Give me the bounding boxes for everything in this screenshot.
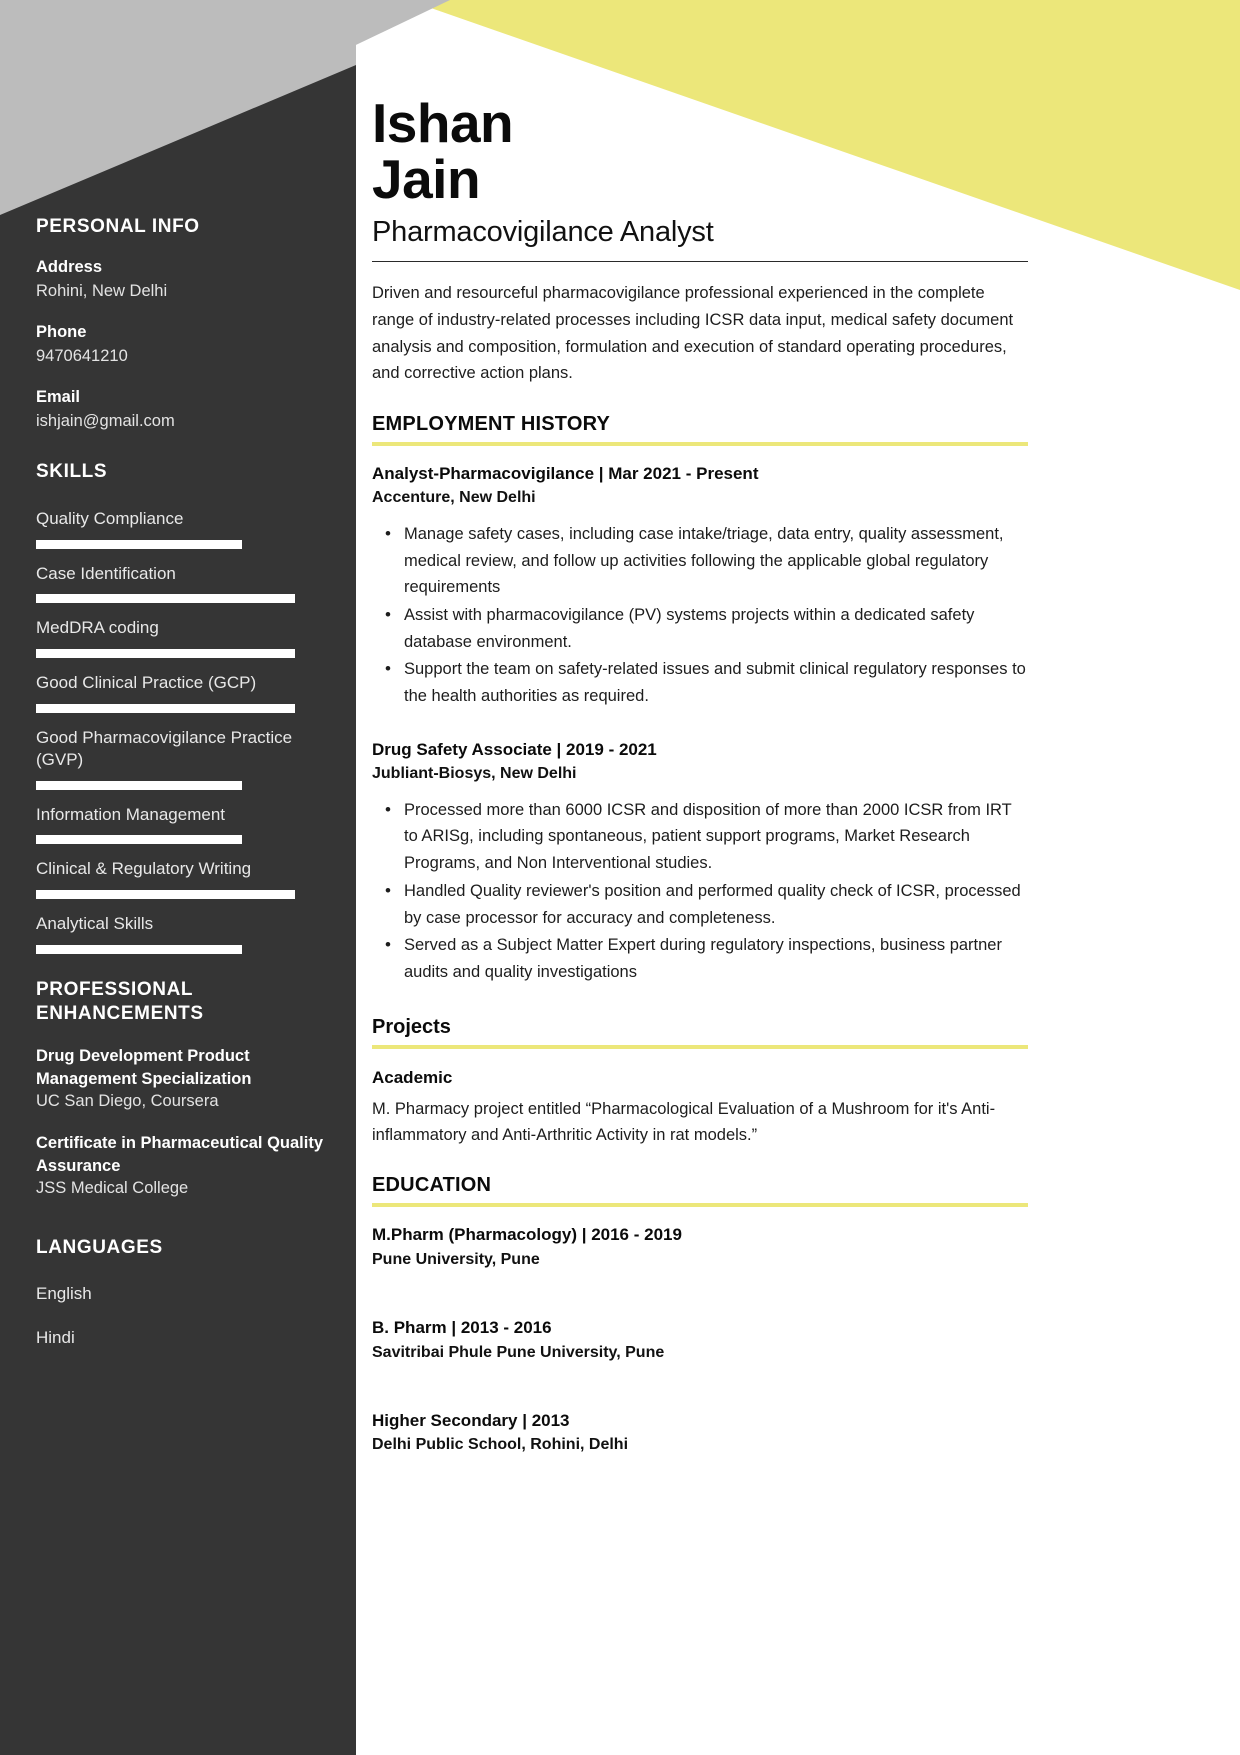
employment-history-heading: EMPLOYMENT HISTORY [372,413,611,436]
bullet-item: • Served as a Subject Matter Expert during regulatory inspections, business partner audits and quality investigations [402,932,1028,985]
skill-row [36,727,330,790]
education-degree: M.Pharm (Pharmacology) | 2016 - 2019 [372,1225,682,1245]
main-content [356,0,1240,1755]
skill-bar-fill [36,594,295,603]
bullet-item: • Assist with pharmacovigilance (PV) systems projects within a dedicated safety database environment. [402,602,1028,655]
skill-row [36,858,330,899]
professional-summary: Driven and resourceful pharmacovigilance professional experienced in the complete range of industry-related processes including ICSR data input, medical safety document analysis and composition, formulation and execution of standard operating procedures, and corrective action plans. [372,284,1014,383]
skill-name: MedDRA coding [36,618,159,638]
education-heading: EDUCATION [372,1174,492,1197]
phone-label: Phone [36,323,87,342]
education-entry [372,1409,1028,1458]
first-name: Ishan [372,92,514,154]
skill-bar [36,540,330,549]
skills-heading: SKILLS [36,460,108,482]
education-section [372,1174,1028,1457]
skill-bar-fill [36,835,242,844]
bullet-item: • Processed more than 6000 ICSR and disposition of more than 2000 ICSR from IRT to ARISg, including spontaneous, patient support programs, Market Research Programs, and Non Interventional studies. [402,797,1028,877]
skill-row [36,617,330,658]
skill-name: Clinical & Regulatory Writing [36,859,252,879]
enhancement-subtitle: JSS Medical College [36,1179,189,1198]
skill-bar [36,945,330,954]
skill-bar-fill [36,649,295,658]
projects-section [372,1016,1028,1149]
enhancement-item [36,1132,330,1200]
employment-title: Drug Safety Associate | 2019 - 2021 [372,739,657,759]
projects-body: M. Pharmacy project entitled “Pharmacological Evaluation of a Mushroom for it's Anti-inflammatory and Anti-Arthritic Activity in rat models.” [372,1099,996,1144]
employment-organization: Jubliant-Biosys, New Delhi [372,765,577,783]
skill-row [36,672,330,713]
bullet-item: • Support the team on safety-related issues and submit clinical regulatory responses to the health authorities as required. [402,656,1028,709]
employment-title: Analyst-Pharmacovigilance | Mar 2021 - Present [372,464,759,484]
employment-history-section [372,413,1028,986]
education-degree: B. Pharm | 2013 - 2016 [372,1317,552,1337]
employment-entry [372,462,1028,710]
skill-name: Quality Compliance [36,509,184,529]
employment-organization: Accenture, New Delhi [372,489,536,507]
address-value: Rohini, New Delhi [36,282,168,301]
header-divider [372,261,1028,262]
language-item: English [36,1283,92,1303]
skill-bar [36,835,330,844]
skill-name: Analytical Skills [36,914,154,934]
address-label: Address [36,258,103,277]
professional-enhancements-heading: PROFESSIONAL ENHANCEMENTS [36,978,204,1024]
skill-bar [36,890,330,899]
bullet-item: • Manage safety cases, including case intake/triage, data entry, quality assessment, medical review, and follow up activities following the applicable global regulatory requirements [402,521,1028,601]
language-item: Hindi [36,1327,75,1347]
enhancement-item [36,1045,330,1113]
skill-name: Information Management [36,804,225,824]
languages-heading: LANGUAGES [36,1237,163,1259]
skills-section [36,460,330,954]
spacer [372,1365,1028,1387]
education-entry [372,1316,1028,1365]
skill-bar-fill [36,540,242,549]
skill-bar [36,594,330,603]
education-degree: Higher Secondary | 2013 [372,1410,570,1430]
personal-info-field-address [36,256,330,304]
sidebar-content [0,0,356,1755]
enhancement-title: Certificate in Pharmaceutical Quality Assurance [36,1134,324,1175]
education-school: Savitribai Phule Pune University, Pune [372,1343,665,1361]
section-accent-rule [372,442,1028,446]
education-school: Delhi Public School, Rohini, Delhi [372,1436,629,1454]
skill-row [36,804,330,845]
job-title: Pharmacovigilance Analyst [372,216,714,249]
skill-bar [36,704,330,713]
projects-heading: Projects [372,1015,451,1038]
employment-bullets [372,797,1028,986]
professional-enhancements-section [36,978,330,1201]
enhancement-title: Drug Development Product Management Specialization [36,1047,252,1088]
skill-row [36,563,330,604]
phone-value: 9470641210 [36,347,128,366]
skill-name: Case Identification [36,563,176,583]
section-accent-rule [372,1203,1028,1207]
employment-bullets [372,521,1028,710]
skill-bar [36,649,330,658]
skill-name: Good Clinical Practice (GCP) [36,672,257,692]
spacer [372,1272,1028,1294]
languages-section [36,1236,330,1349]
enhancement-subtitle: UC San Diego, Coursera [36,1092,219,1111]
skill-bar-fill [36,890,295,899]
skill-bar [36,781,330,790]
personal-info-heading: PERSONAL INFO [36,216,200,237]
skill-bar-fill [36,945,242,954]
skill-name: Good Pharmacovigilance Practice (GVP) [36,727,293,770]
education-entry [372,1223,1028,1272]
education-school: Pune University, Pune [372,1250,540,1268]
skill-row [36,508,330,549]
projects-subheading: Academic [372,1067,453,1087]
skill-row [36,913,330,954]
employment-entry [372,738,1028,986]
bullet-item: • Handled Quality reviewer's position and performed quality check of ICSR, processed by case processor for accuracy and completeness. [402,878,1028,931]
last-name: Jain [372,148,481,211]
section-accent-rule [372,1045,1028,1049]
skill-bar-fill [36,781,242,790]
email-value: ishjain@gmail.com [36,411,175,430]
personal-info-field-email [36,386,330,434]
skill-bar-fill [36,704,295,713]
personal-info-field-phone [36,321,330,369]
email-label: Email [36,388,81,406]
